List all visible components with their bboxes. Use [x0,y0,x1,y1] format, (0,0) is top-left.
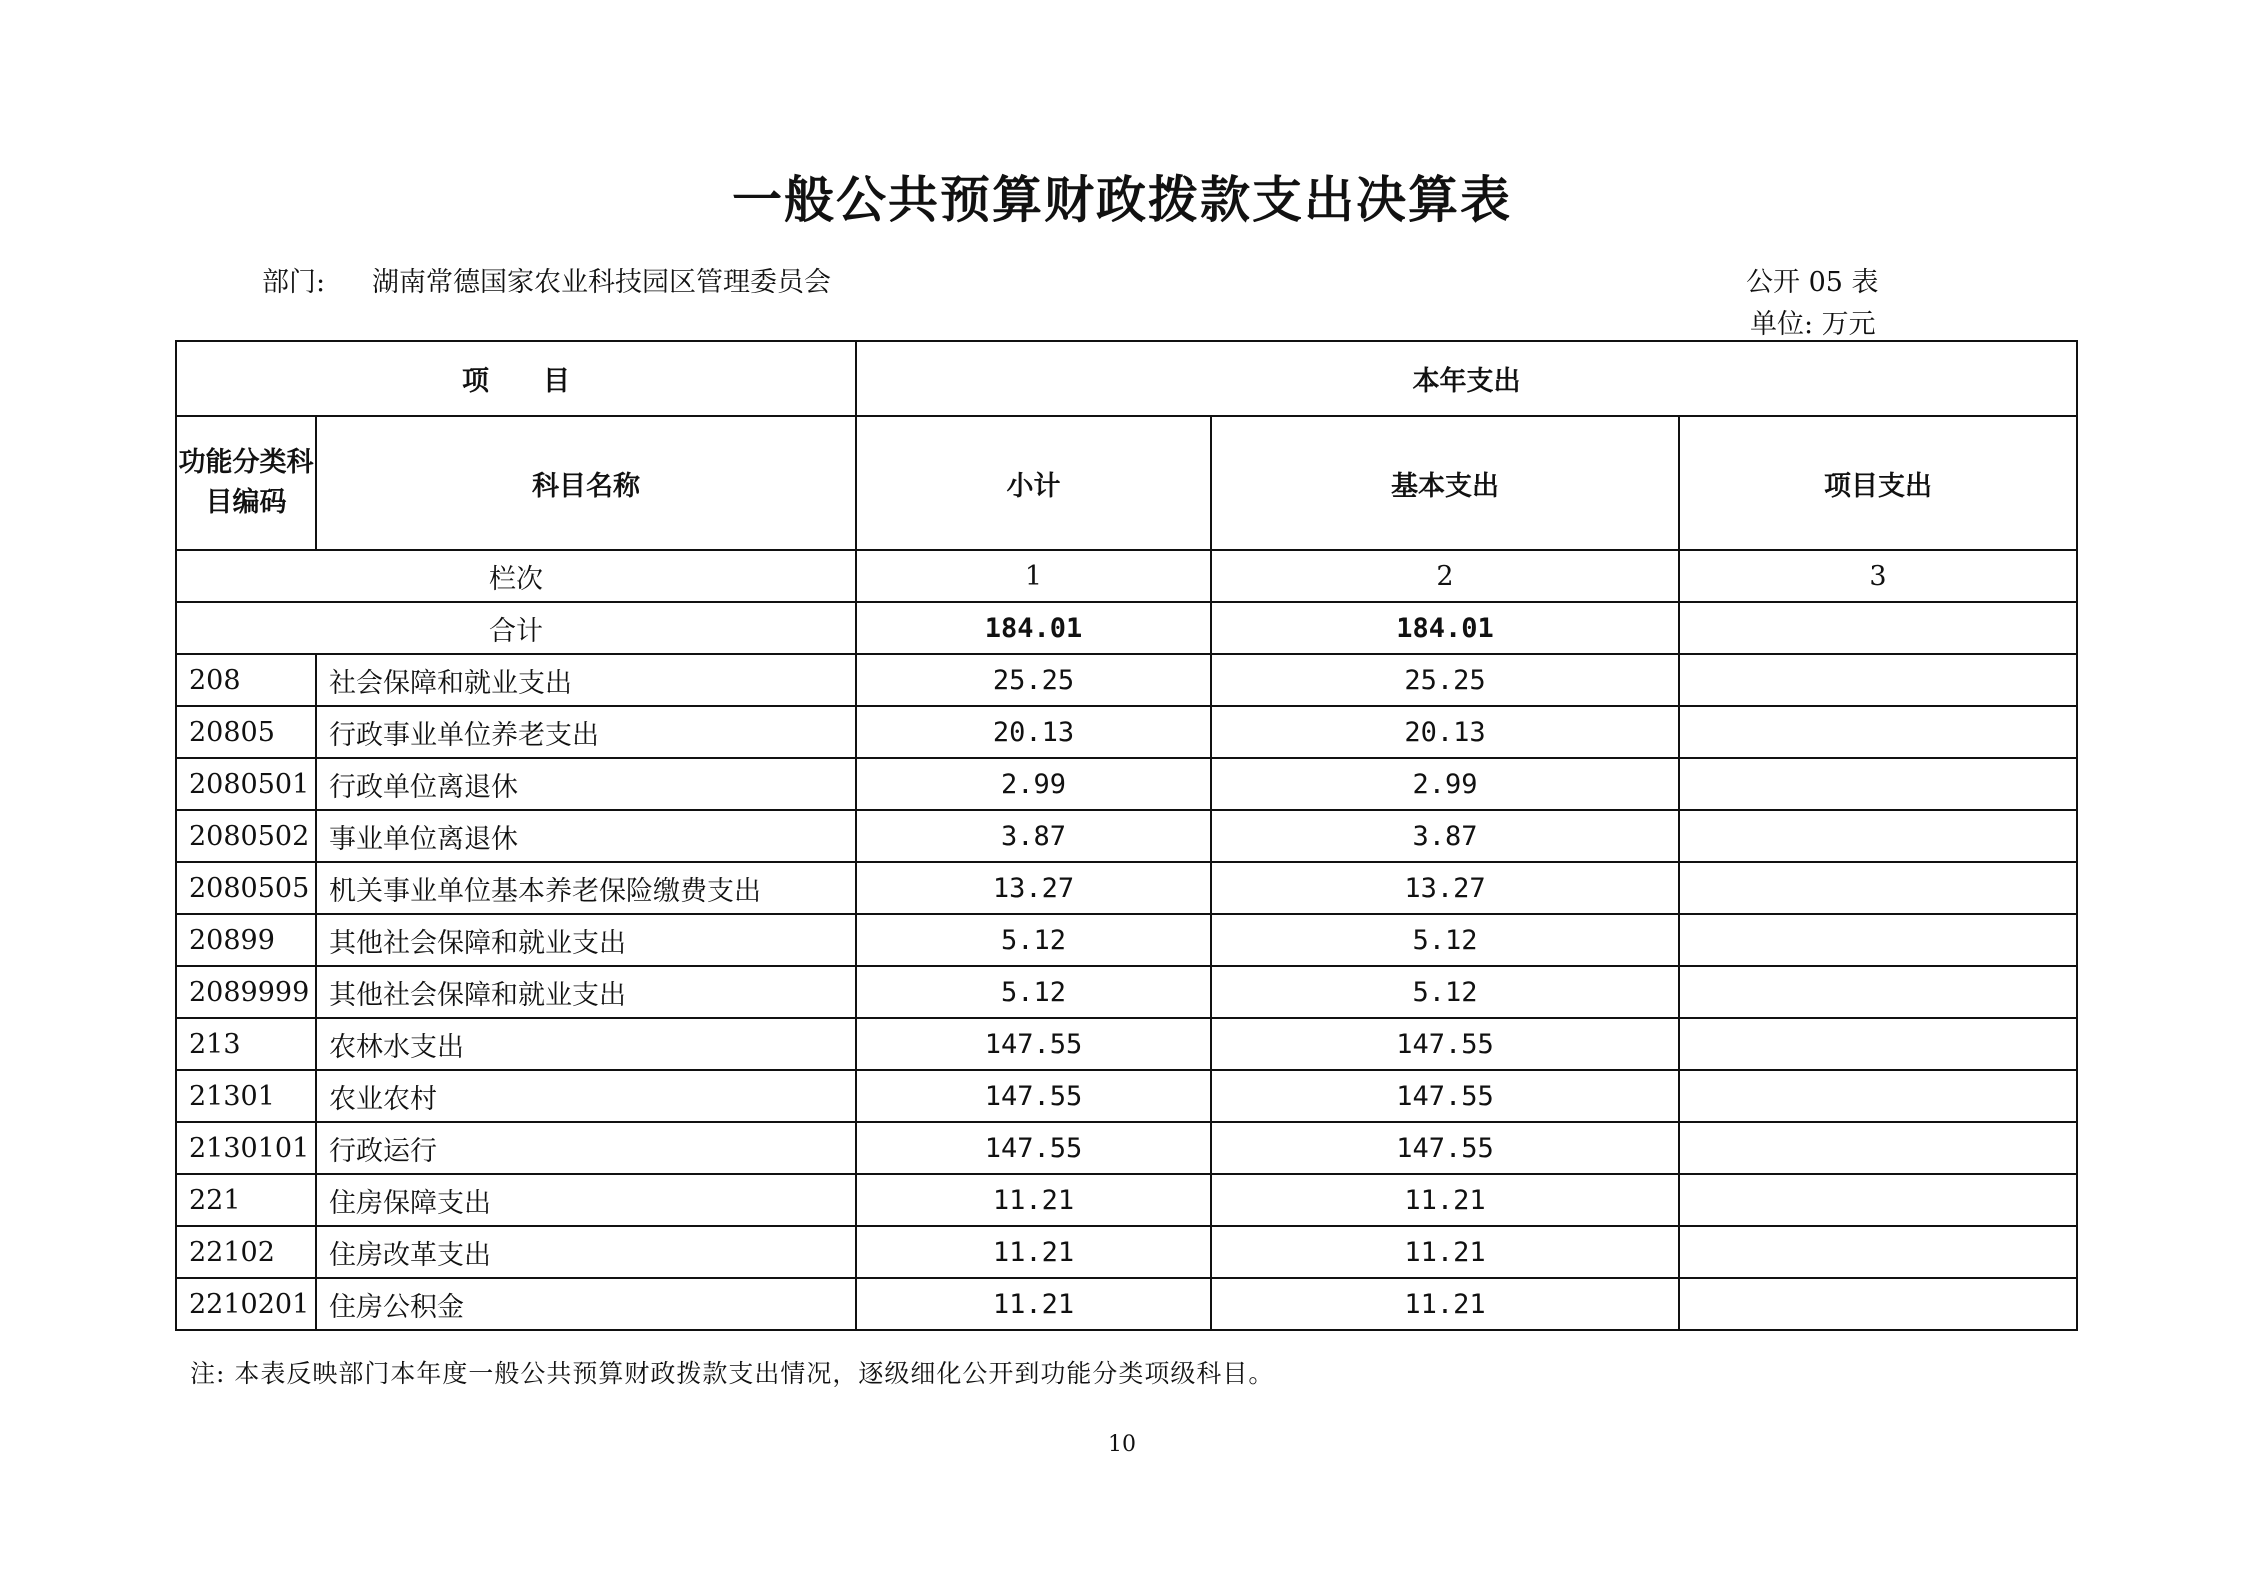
total-subtotal: 184.01 [856,602,1211,654]
row-basic: 5.12 [1211,966,1679,1018]
row-subtotal: 147.55 [856,1018,1211,1070]
row-name: 行政运行 [316,1122,856,1174]
row-code: 221 [176,1174,316,1226]
unit-label: 单位: 万元 [1750,309,1876,340]
budget-table [175,340,2078,1331]
total-basic: 184.01 [1211,602,1679,654]
page-title: 一般公共预算财政拨款支出决算表 [732,171,1512,229]
header-code: 功能分类科目编码 [176,416,316,550]
row-project [1679,1226,2077,1278]
row-basic: 20.13 [1211,706,1679,758]
row-project [1679,966,2077,1018]
row-code: 208 [176,654,316,706]
row-code: 2080505 [176,862,316,914]
row-name: 行政事业单位养老支出 [316,706,856,758]
row-project [1679,706,2077,758]
page-number: 10 [1108,1432,1136,1457]
header-name: 科目名称 [316,416,856,550]
table-row [176,1226,2077,1278]
row-subtotal: 2.99 [856,758,1211,810]
row-subtotal: 5.12 [856,966,1211,1018]
row-project [1679,1278,2077,1330]
table-row [176,914,2077,966]
row-project [1679,1122,2077,1174]
header-basic: 基本支出 [1211,416,1679,550]
table-row [176,1122,2077,1174]
header-project: 项目支出 [1679,416,2077,550]
budget-table-body [176,341,2077,1330]
table-note: 注: 本表反映部门本年度一般公共预算财政拨款支出情况，逐级细化公开到功能分类项级科目。 [190,1359,1275,1388]
row-name: 社会保障和就业支出 [316,654,856,706]
row-subtotal: 13.27 [856,862,1211,914]
row-subtotal: 5.12 [856,914,1211,966]
table-row [176,1070,2077,1122]
row-subtotal: 3.87 [856,810,1211,862]
row-name: 住房改革支出 [316,1226,856,1278]
row-subtotal: 20.13 [856,706,1211,758]
row-project [1679,654,2077,706]
row-code: 20899 [176,914,316,966]
row-basic: 11.21 [1211,1278,1679,1330]
row-subtotal: 11.21 [856,1174,1211,1226]
row-subtotal: 147.55 [856,1122,1211,1174]
total-label: 合计 [176,602,856,654]
row-subtotal: 11.21 [856,1226,1211,1278]
row-subtotal: 147.55 [856,1070,1211,1122]
header-item: 项 目 [176,341,856,416]
table-row [176,966,2077,1018]
table-row [176,1174,2077,1226]
table-row [176,1278,2077,1330]
row-name: 农业农村 [316,1070,856,1122]
row-basic: 11.21 [1211,1174,1679,1226]
total-row [176,602,2077,654]
row-subtotal: 11.21 [856,1278,1211,1330]
row-name: 行政单位离退休 [316,758,856,810]
total-project [1679,602,2077,654]
row-name: 住房公积金 [316,1278,856,1330]
row-basic: 2.99 [1211,758,1679,810]
row-name: 其他社会保障和就业支出 [316,914,856,966]
row-project [1679,810,2077,862]
row-basic: 5.12 [1211,914,1679,966]
row-subtotal: 25.25 [856,654,1211,706]
row-project [1679,1070,2077,1122]
column-index-cell: 2 [1211,550,1679,602]
row-code: 20805 [176,706,316,758]
row-name: 其他社会保障和就业支出 [316,966,856,1018]
header-subtotal: 小计 [856,416,1211,550]
row-project [1679,1018,2077,1070]
row-name: 农林水支出 [316,1018,856,1070]
row-basic: 3.87 [1211,810,1679,862]
row-code: 2089999 [176,966,316,1018]
row-code: 22102 [176,1226,316,1278]
column-index-label: 栏次 [176,550,856,602]
header-row-columns [176,416,2077,550]
column-index-cell: 3 [1679,550,2077,602]
row-project [1679,862,2077,914]
row-basic: 147.55 [1211,1018,1679,1070]
form-number: 公开 05 表 [1746,267,1879,298]
row-name: 事业单位离退休 [316,810,856,862]
department-name: 湖南常德国家农业科技园区管理委员会 [372,267,831,298]
row-basic: 11.21 [1211,1226,1679,1278]
row-name: 住房保障支出 [316,1174,856,1226]
row-basic: 25.25 [1211,654,1679,706]
row-code: 2080501 [176,758,316,810]
row-code: 213 [176,1018,316,1070]
table-row [176,706,2077,758]
table-row [176,862,2077,914]
row-basic: 147.55 [1211,1070,1679,1122]
row-project [1679,1174,2077,1226]
table-row [176,758,2077,810]
row-basic: 147.55 [1211,1122,1679,1174]
row-code: 2130101 [176,1122,316,1174]
row-code: 2080502 [176,810,316,862]
table-row [176,654,2077,706]
row-code: 2210201 [176,1278,316,1330]
table-row [176,1018,2077,1070]
table-row [176,810,2077,862]
row-name: 机关事业单位基本养老保险缴费支出 [316,862,856,914]
row-basic: 13.27 [1211,862,1679,914]
row-project [1679,758,2077,810]
header-row-top [176,341,2077,416]
department-label: 部门: [262,267,326,298]
row-code: 21301 [176,1070,316,1122]
column-index-row [176,550,2077,602]
header-current-year: 本年支出 [856,341,2077,416]
column-index-cell: 1 [856,550,1211,602]
row-project [1679,914,2077,966]
